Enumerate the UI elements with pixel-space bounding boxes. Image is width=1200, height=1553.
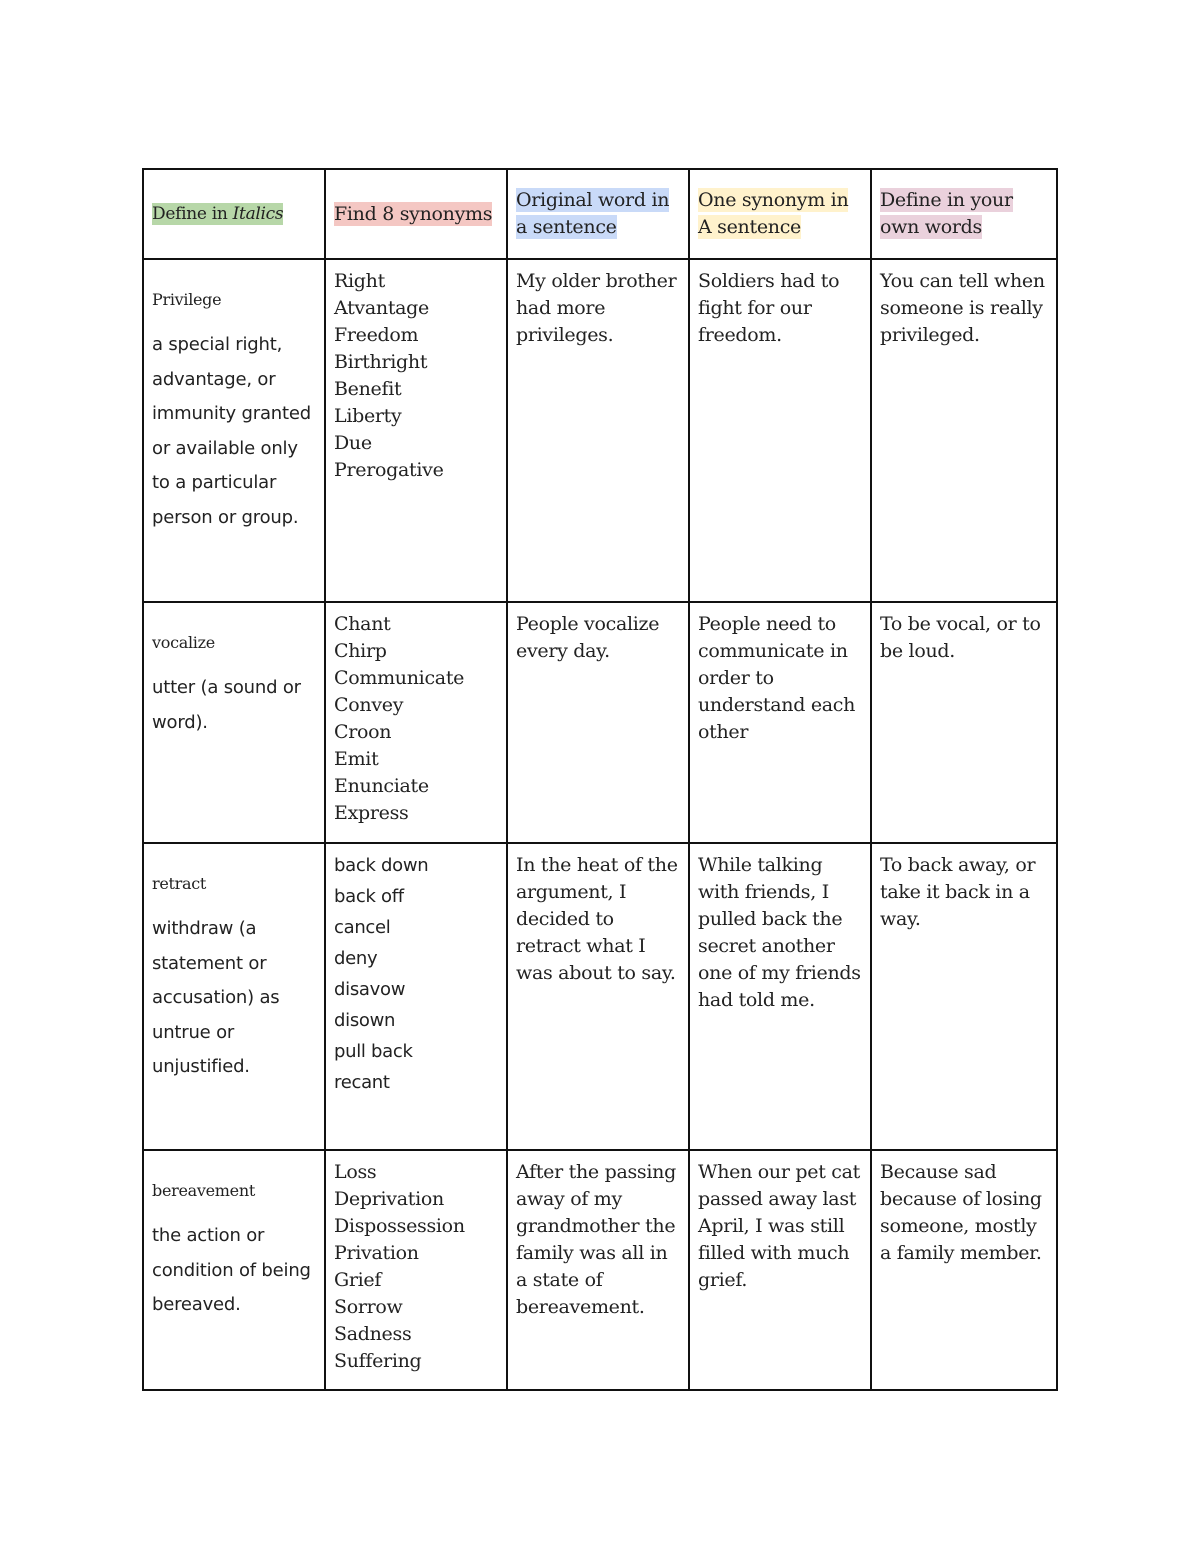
synonym: back off [334,886,404,907]
synonym: Sorrow [334,1296,403,1318]
table-row [143,602,1057,843]
synonym: Emit [334,748,379,770]
synonym: Sadness [334,1323,412,1345]
dictionary-definition: a special right, advantage, or immunity granted or available only to a particular person or group. [152,334,311,528]
dictionary-definition: the action or condition of being bereaved. [152,1225,311,1315]
term: bereavement [152,1181,255,1200]
synonym: back down [334,855,429,876]
synonym: Chant [334,613,391,635]
synonym: Atvantage [334,297,429,319]
term-cell [143,602,325,843]
term-cell [143,843,325,1150]
synonym: Loss [334,1161,377,1183]
original-sentence-cell: After the passing away of my grandmother the family was all in a state of bereavement. [507,1150,689,1390]
synonym: Chirp [334,640,387,662]
synonym: disown [334,1010,396,1031]
synonym: recant [334,1072,390,1093]
synonym-list [334,611,498,827]
synonym: Benefit [334,378,402,400]
synonym: Prerogative [334,459,444,481]
term: Privilege [152,290,222,309]
synonym: Deprivation [334,1188,444,1210]
synonym-sentence-cell: When our pet cat passed away last April, I was still filled with much grief. [689,1150,871,1390]
table-row [143,843,1057,1150]
header-highlight-blue: Original word in a sentence [516,189,670,238]
synonym-sentence-cell: People need to communicate in order to understand each other [689,602,871,843]
synonym: Express [334,802,409,824]
table-row [143,1150,1057,1390]
term: vocalize [152,633,215,652]
header-row [143,169,1057,259]
synonym: Grief [334,1269,382,1291]
own-definition-cell: Because sad because of losing someone, mostly a family member. [871,1150,1057,1390]
vocabulary-table [142,168,1058,1391]
synonym: pull back [334,1041,413,1062]
synonym: Birthright [334,351,428,373]
own-definition-cell: To be vocal, or to be loud. [871,602,1057,843]
synonym-list [334,1159,498,1375]
synonym: Communicate [334,667,465,689]
synonym-list [334,850,498,1098]
synonym: Right [334,270,385,292]
synonyms-cell [325,602,507,843]
synonym-sentence-cell: Soldiers had to fight for our freedom. [689,259,871,602]
synonyms-cell [325,259,507,602]
header-highlight-green: Define in Italics [152,204,284,224]
synonym: deny [334,948,378,969]
synonym: Liberty [334,405,402,427]
dictionary-definition: withdraw (a statement or accusation) as untrue or unjustified. [152,918,280,1077]
term: retract [152,874,207,893]
term-cell [143,1150,325,1390]
header-highlight-mauve: Define in your own words [880,189,1013,238]
term-cell [143,259,325,602]
original-sentence-cell: People vocalize every day. [507,602,689,843]
header-highlight-yellow: One synonym in A sentence [698,189,849,238]
synonym: Enunciate [334,775,429,797]
original-sentence-cell: In the heat of the argument, I decided to retract what I was about to say. [507,843,689,1150]
own-definition-cell: To back away, or take it back in a way. [871,843,1057,1150]
synonym-sentence-cell: While talking with friends, I pulled back the secret another one of my friends had told me. [689,843,871,1150]
synonym: cancel [334,917,391,938]
synonym: Dispossession [334,1215,465,1237]
synonym: Convey [334,694,404,716]
synonym: disavow [334,979,406,1000]
synonym: Due [334,432,372,454]
own-definition-cell: You can tell when someone is really privileged. [871,259,1057,602]
dictionary-definition: utter (a sound or word). [152,677,301,733]
table-row [143,259,1057,602]
header-highlight-pink: Find 8 synonyms [334,202,493,225]
synonym: Privation [334,1242,419,1264]
synonym: Freedom [334,324,419,346]
synonym: Suffering [334,1350,422,1372]
synonyms-cell [325,843,507,1150]
synonym-list [334,268,498,484]
synonyms-cell [325,1150,507,1390]
header-find-synonyms [325,169,507,259]
header-synonym-sentence [689,169,871,259]
original-sentence-cell: My older brother had more privileges. [507,259,689,602]
synonym: Croon [334,721,392,743]
header-own-words [871,169,1057,259]
header-original-sentence [507,169,689,259]
header-define-italics [143,169,325,259]
